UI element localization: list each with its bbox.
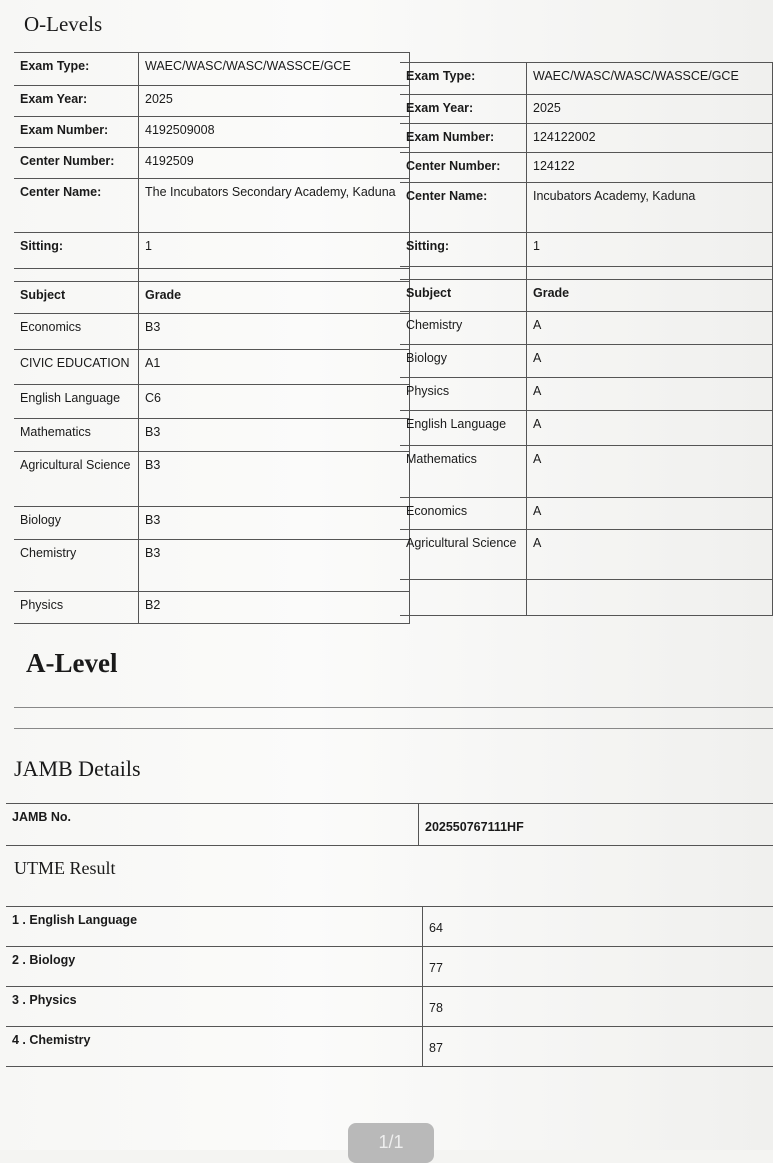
grade-cell: B3 — [139, 540, 410, 592]
olevel-left-table — [14, 52, 410, 624]
detail-label: Exam Year: — [400, 95, 527, 124]
subject-cell: Economics — [14, 314, 139, 350]
utme-row — [6, 907, 773, 947]
subject-cell: English Language — [14, 385, 139, 419]
subject-cell: Chemistry — [400, 312, 527, 345]
grade-cell — [527, 580, 773, 616]
detail-value: 124122 — [527, 153, 773, 183]
grade-cell: B3 — [139, 452, 410, 507]
detail-row — [14, 179, 410, 233]
grade-cell: A — [527, 446, 773, 498]
grade-row — [400, 530, 773, 580]
grade-row — [14, 507, 410, 540]
spacer-cell — [14, 269, 139, 282]
utme-subject: 3 . Physics — [6, 987, 423, 1027]
detail-row — [14, 86, 410, 117]
detail-row — [400, 153, 773, 183]
jamb-no-value: 202550767111HF — [419, 804, 773, 846]
detail-row — [400, 233, 773, 267]
grade-row — [400, 411, 773, 446]
grade-row — [400, 312, 773, 345]
utme-row — [6, 947, 773, 987]
grade-row — [400, 446, 773, 498]
detail-label: Sitting: — [400, 233, 527, 267]
grade-cell: A — [527, 312, 773, 345]
subject-cell: Biology — [14, 507, 139, 540]
grade-row — [400, 580, 773, 616]
detail-label: Center Name: — [14, 179, 139, 233]
detail-value: Incubators Academy, Kaduna — [527, 183, 773, 233]
grade-cell: A — [527, 411, 773, 446]
detail-value: 2025 — [139, 86, 410, 117]
alevel-heading: A-Level — [26, 648, 117, 679]
subject-cell: Agricultural Science — [14, 452, 139, 507]
olevels-heading: O-Levels — [24, 12, 102, 37]
subject-cell: Mathematics — [400, 446, 527, 498]
subject-cell: CIVIC EDUCATION — [14, 350, 139, 385]
detail-value: The Incubators Secondary Academy, Kaduna — [139, 179, 410, 233]
utme-score: 87 — [423, 1027, 773, 1067]
spacer-cell — [400, 267, 527, 280]
detail-row — [400, 95, 773, 124]
spacer-cell — [527, 267, 773, 280]
detail-row — [400, 63, 773, 95]
jamb-no-label: JAMB No. — [6, 804, 419, 846]
detail-label: Exam Type: — [400, 63, 527, 95]
grade-row — [14, 452, 410, 507]
grade-cell: A — [527, 498, 773, 530]
utme-subject: 2 . Biology — [6, 947, 423, 987]
spacer-row — [14, 269, 410, 282]
page-indicator: 1/1 — [348, 1123, 434, 1163]
utme-row — [6, 1027, 773, 1067]
detail-row — [14, 117, 410, 148]
grade-row — [14, 385, 410, 419]
olevel-right-table — [400, 62, 773, 616]
detail-label: Exam Number: — [400, 124, 527, 153]
grade-cell: B3 — [139, 419, 410, 452]
utme-score: 77 — [423, 947, 773, 987]
detail-row — [14, 53, 410, 86]
subject-cell — [400, 580, 527, 616]
spacer-cell — [139, 269, 410, 282]
grade-cell: A — [527, 378, 773, 411]
grade-header: Grade — [139, 282, 410, 314]
grade-row — [400, 345, 773, 378]
grade-header-row — [400, 280, 773, 312]
subject-header: Subject — [14, 282, 139, 314]
utme-table — [6, 906, 773, 1067]
detail-label: Exam Number: — [14, 117, 139, 148]
subject-cell: Chemistry — [14, 540, 139, 592]
grade-cell: B3 — [139, 314, 410, 350]
detail-value: 124122002 — [527, 124, 773, 153]
grade-cell: B3 — [139, 507, 410, 540]
utme-row — [6, 987, 773, 1027]
divider — [14, 707, 773, 708]
subject-cell: English Language — [400, 411, 527, 446]
divider — [14, 728, 773, 729]
grade-cell: A — [527, 345, 773, 378]
detail-label: Sitting: — [14, 233, 139, 269]
utme-heading: UTME Result — [14, 858, 116, 879]
subject-cell: Biology — [400, 345, 527, 378]
grade-row — [14, 350, 410, 385]
grade-row — [14, 419, 410, 452]
utme-subject: 1 . English Language — [6, 907, 423, 947]
grade-row — [400, 498, 773, 530]
grade-cell: A — [527, 530, 773, 580]
detail-label: Center Name: — [400, 183, 527, 233]
detail-row — [14, 233, 410, 269]
utme-score: 78 — [423, 987, 773, 1027]
spacer-row — [400, 267, 773, 280]
detail-label: Exam Year: — [14, 86, 139, 117]
jamb-table — [6, 803, 773, 846]
detail-value: 4192509008 — [139, 117, 410, 148]
subject-header: Subject — [400, 280, 527, 312]
subject-cell: Physics — [14, 592, 139, 624]
grade-cell: C6 — [139, 385, 410, 419]
subject-cell: Economics — [400, 498, 527, 530]
grade-header-row — [14, 282, 410, 314]
detail-label: Exam Type: — [14, 53, 139, 86]
grade-header: Grade — [527, 280, 773, 312]
detail-value: 1 — [139, 233, 410, 269]
detail-value: 4192509 — [139, 148, 410, 179]
grade-cell: A1 — [139, 350, 410, 385]
detail-row — [400, 183, 773, 233]
detail-row — [14, 148, 410, 179]
subject-cell: Agricultural Science — [400, 530, 527, 580]
jamb-heading: JAMB Details — [14, 756, 141, 782]
detail-row — [400, 124, 773, 153]
grade-row — [14, 540, 410, 592]
detail-value: 2025 — [527, 95, 773, 124]
detail-value: WAEC/WASC/WASC/WASSCE/GCE — [139, 53, 410, 86]
subject-cell: Physics — [400, 378, 527, 411]
grade-row — [400, 378, 773, 411]
subject-cell: Mathematics — [14, 419, 139, 452]
detail-label: Center Number: — [14, 148, 139, 179]
detail-value: WAEC/WASC/WASC/WASSCE/GCE — [527, 63, 773, 95]
detail-value: 1 — [527, 233, 773, 267]
grade-cell: B2 — [139, 592, 410, 624]
grade-row — [14, 314, 410, 350]
detail-label: Center Number: — [400, 153, 527, 183]
grade-row — [14, 592, 410, 624]
utme-subject: 4 . Chemistry — [6, 1027, 423, 1067]
utme-score: 64 — [423, 907, 773, 947]
